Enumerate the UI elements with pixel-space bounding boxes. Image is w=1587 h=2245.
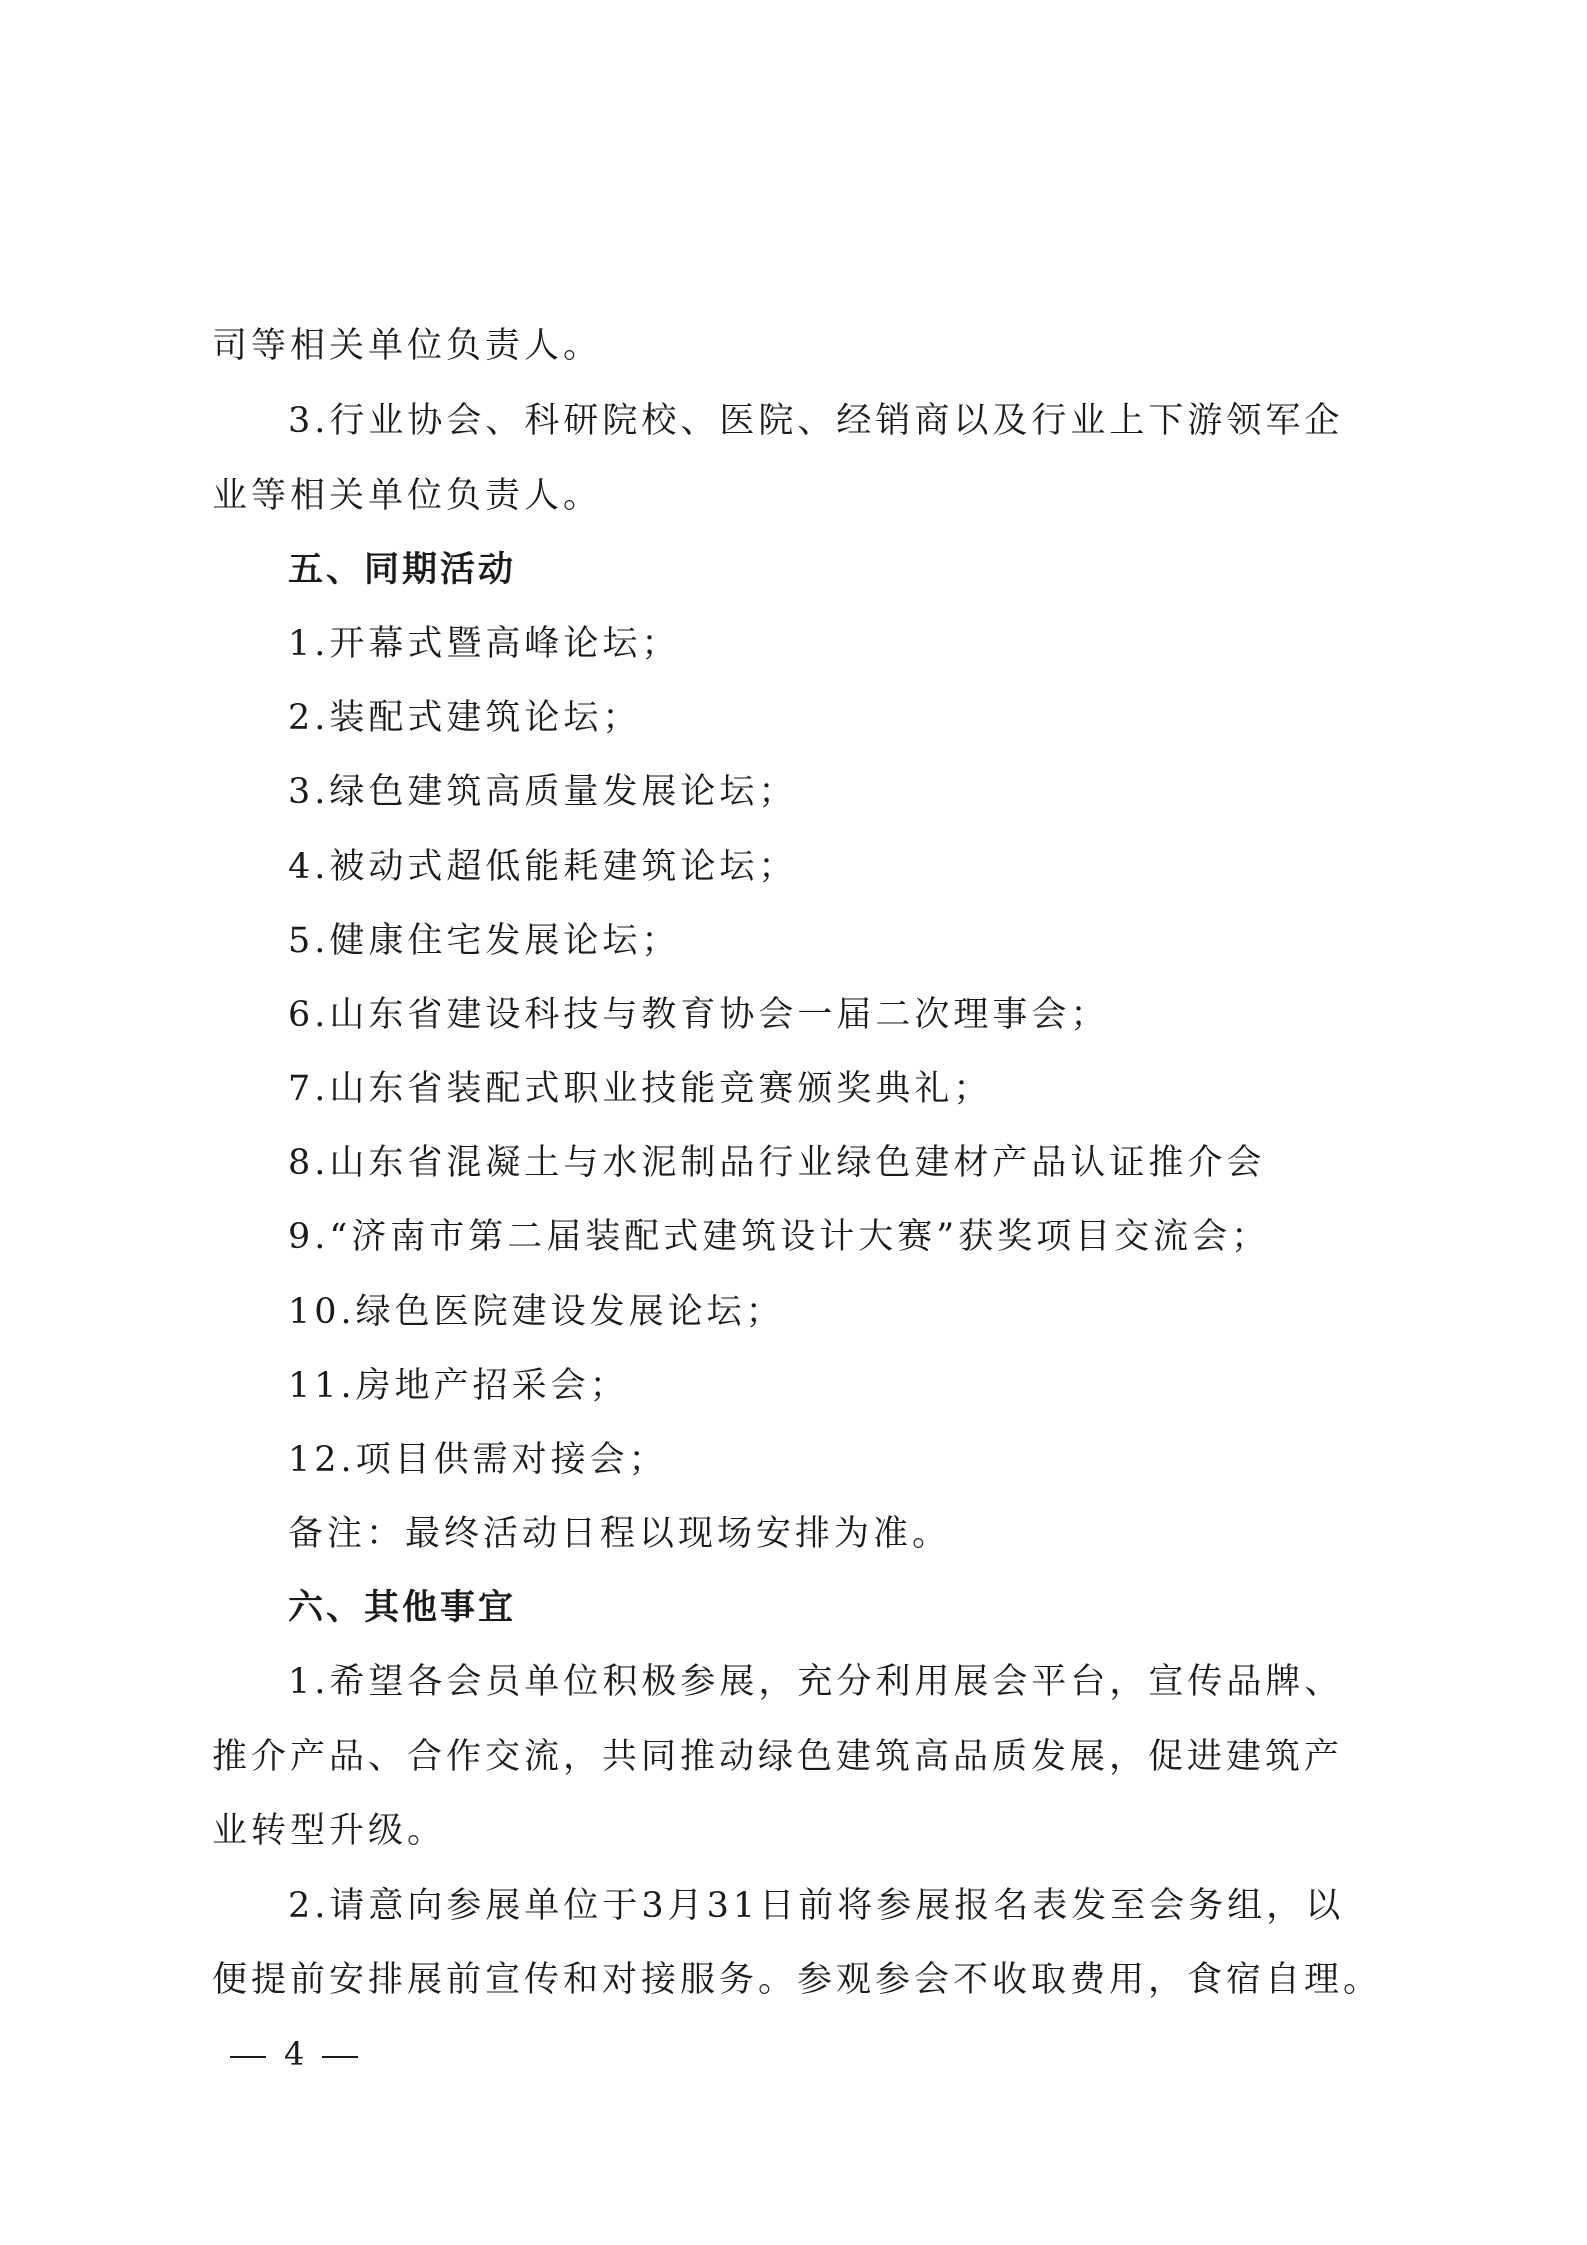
section6-item1-line2: 推介产品、合作交流，共同推动绿色建筑高品质发展，促进建筑产 (212, 1737, 1344, 1777)
section5-item-2: 2.装配式建筑论坛； (288, 698, 642, 738)
section5-note: 备注：最终活动日程以现场安排为准。 (288, 1514, 952, 1554)
page-number-value: 4 (284, 2035, 305, 2073)
section5-item-11: 11.房地产招采会； (288, 1366, 629, 1406)
section5-item-6: 6.山东省建设科技与教育协会一届二次理事会； (288, 995, 1110, 1035)
section6-item2-line2: 便提前安排展前宣传和对接服务。参观参会不收取费用，食宿自理。 (212, 1960, 1383, 2000)
section6-heading: 六、其他事宜 (288, 1588, 517, 1628)
section5-item-1: 1.开幕式暨高峰论坛； (288, 624, 681, 664)
section5-item-4: 4.被动式超低能耗建筑论坛； (288, 847, 798, 887)
section6-item1-line3: 业转型升级。 (212, 1811, 447, 1851)
section5-item-8: 8.山东省混凝土与水泥制品行业绿色建材产品认证推介会 (288, 1143, 1266, 1183)
section5-item-9: 9.“济南市第二届装配式建筑设计大赛”获奖项目交流会； (288, 1217, 1271, 1257)
page-number (212, 2035, 376, 2073)
continuation-line: 司等相关单位负责人。 (212, 326, 603, 366)
section5-item-12: 12.项目供需对接会； (288, 1440, 668, 1480)
right-dash-divider (322, 2056, 358, 2058)
section5-item-10: 10.绿色医院建设发展论坛； (288, 1292, 785, 1332)
left-dash-divider (230, 2056, 266, 2058)
section6-item1-line1: 1.希望各会员单位积极参展，充分利用展会平台，宣传品牌、 (288, 1662, 1344, 1702)
section5-item-3: 3.绿色建筑高质量发展论坛； (288, 772, 798, 812)
section4-item3-line2: 业等相关单位负责人。 (212, 476, 603, 516)
section5-item-7: 7.山东省装配式职业技能竞赛颁奖典礼； (288, 1069, 993, 1109)
section5-heading: 五、同期活动 (288, 550, 517, 590)
section4-item3-line1: 3.行业协会、科研院校、医院、经销商以及行业上下游领军企 (288, 401, 1344, 441)
section5-item-5: 5.健康住宅发展论坛； (288, 921, 681, 961)
section6-item2-line1: 2.请意向参展单位于3月31日前将参展报名表发至会务组，以 (288, 1886, 1345, 1926)
